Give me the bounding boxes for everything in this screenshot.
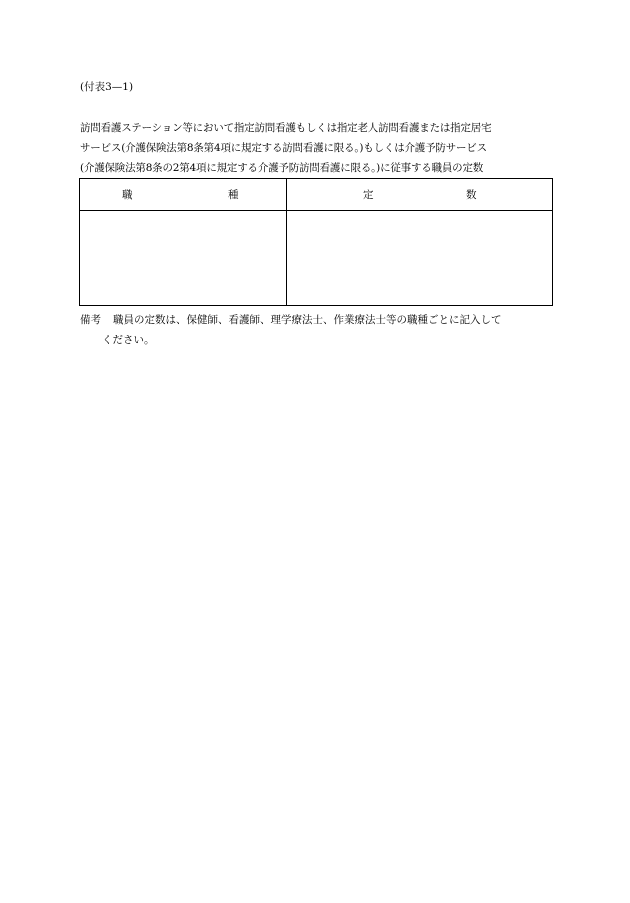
heading-line: サービス(介護保険法第8条第4項に規定する訪問看護に限る。)もしくは介護予防サービス [80, 142, 487, 154]
heading-line: 訪問看護ステーション等において指定訪問看護もしくは指定老人訪問看護または指定居宅 [80, 122, 492, 134]
column-header-job-type-char: 種 [228, 189, 239, 201]
column-header-count-char: 定 [363, 189, 374, 201]
column-header-job-type-char: 職 [122, 189, 133, 201]
job-type-cell[interactable] [84, 215, 282, 301]
remark-note [80, 310, 560, 350]
table-header-row [80, 179, 552, 211]
count-cell[interactable] [290, 215, 548, 301]
reference-label: (付表3—1) [80, 81, 134, 93]
staff-count-table [79, 178, 553, 306]
remark-text: 職員の定数は、保健師、看護師、理学療法士、作業療法士等の職種ごとに記入して [113, 314, 502, 326]
remark-label: 備考 [80, 314, 101, 326]
column-divider [286, 179, 287, 305]
column-header-count-char: 数 [466, 189, 477, 201]
form-heading [80, 118, 560, 178]
remark-text-continued: ください。 [102, 334, 155, 346]
heading-line: (介護保険法第8条の2第4項に規定する介護予防訪問看護に限る。)に従事する職員の定数 [80, 162, 484, 174]
